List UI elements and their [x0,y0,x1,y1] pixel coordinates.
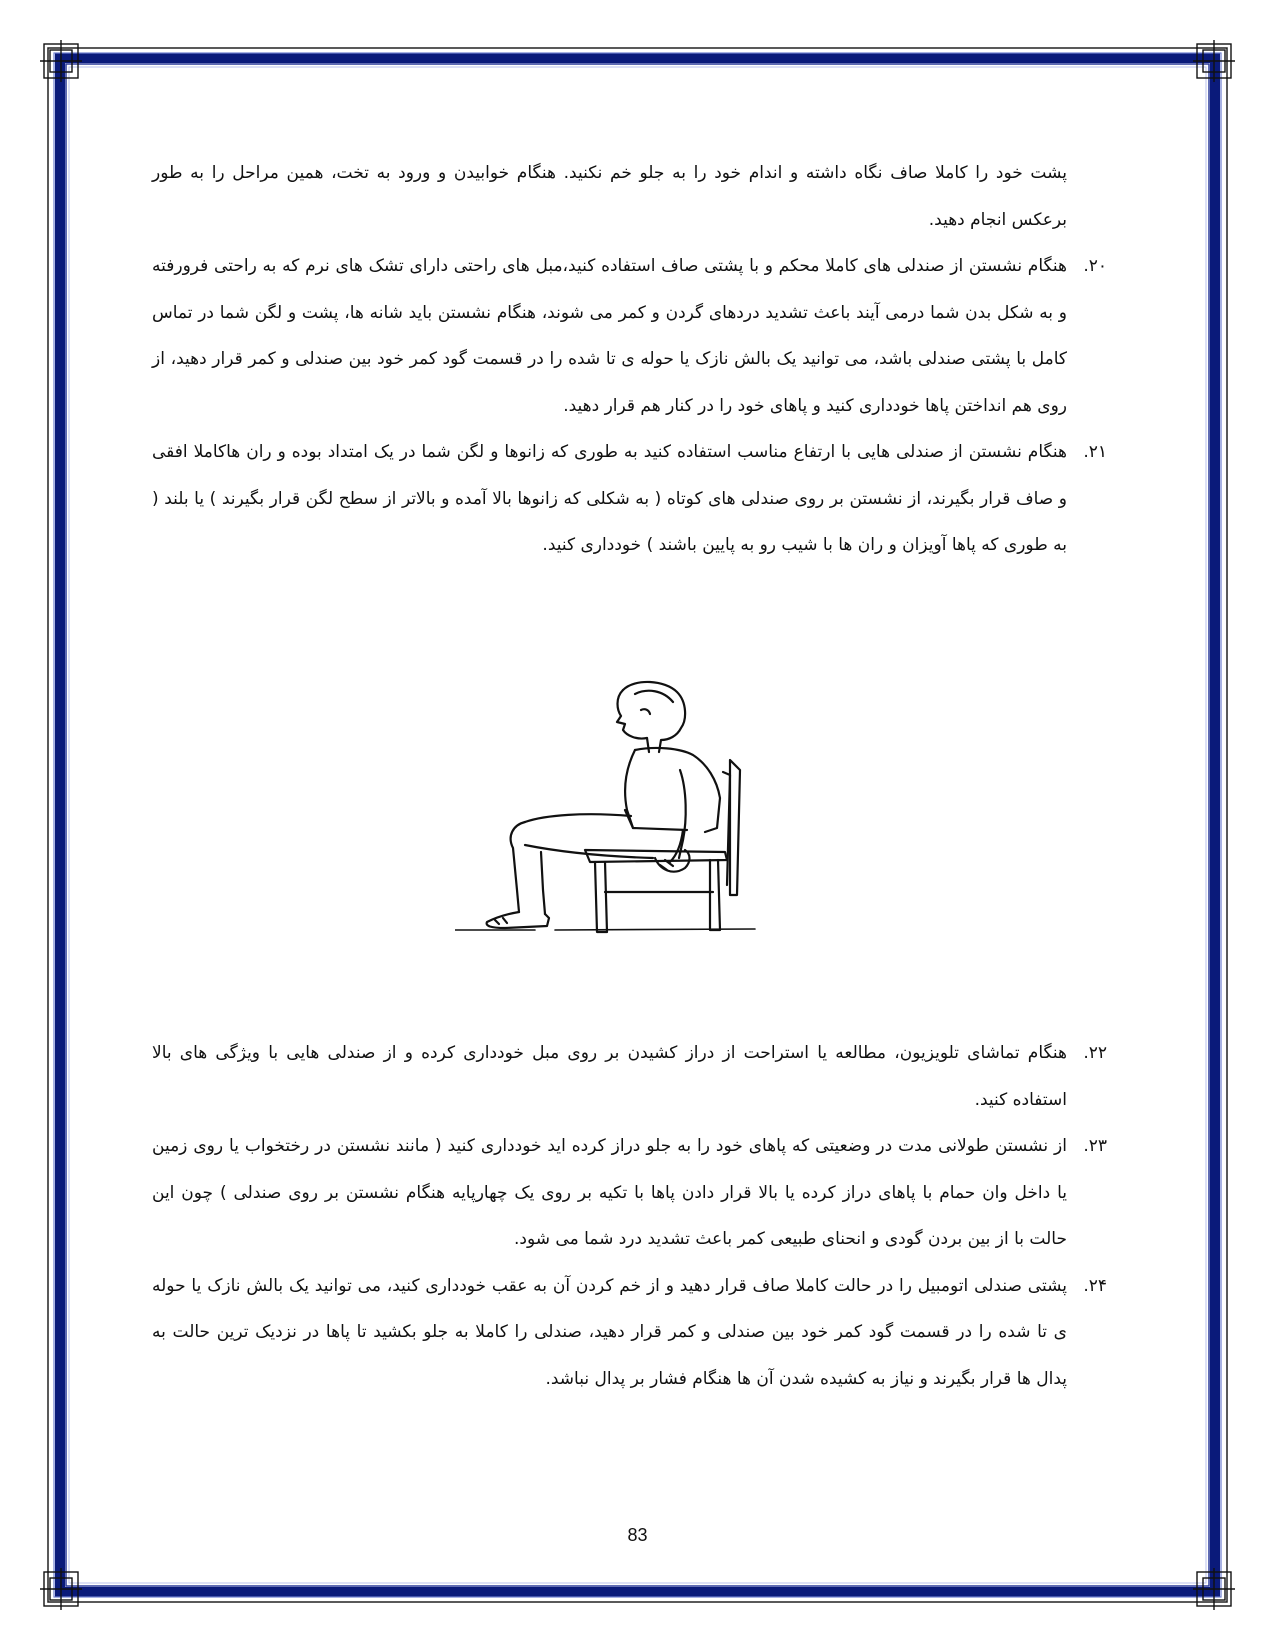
list-item-23 [152,1123,1107,1263]
list-number: ۲۴. [1083,1275,1107,1296]
corner-ornament-top-right [1193,40,1235,82]
corner-ornament-bottom-right [1193,1568,1235,1610]
seated-person-illustration [455,680,785,990]
corner-ornament-top-left [40,40,82,82]
paragraph-text: پشتی صندلی اتومبیل را در حالت کاملا صاف قرار دهید و از خم کردن آن به عقب خودداری کنید، می توانید یک بالش نازک یا حوله ی تا شده را در قسمت گود کمر خود بین صندلی و کمر قرار دهید، صندلی را کاملا به جلو بکشید تا پاها در نزدیک ترین حالت به پدال ها قرار بگیرند و نیاز به کشیده شدن آن ها هنگام فشار بر پدال نباشد. [152,1275,1067,1389]
page-number: 83 [627,1525,648,1545]
paragraph-continuation [152,150,1067,243]
list-item-21 [152,429,1107,569]
paragraph-text: هنگام نشستن از صندلی های کاملا محکم و با پشتی صاف استفاده کنید،مبل های راحتی دارای تشک های نرم که به راحتی فرورفته و به شکل بدن شما درمی آیند باعث تشدید دردهای گردن و کمر می شوند، هنگام نشستن باید شانه ها، پشت و لگن شما در تماس کامل با پشتی صندلی باشد، می توانید یک بالش نازک یا حوله ی تا شده را در قسمت گود کمر خود بین صندلی و کمر قرار دهید، از روی هم انداختن پاها خودداری کنید و پاهای خود را در کنار هم قرار دهید. [152,256,1067,416]
list-item-20 [152,243,1107,429]
paragraph-text: هنگام نشستن از صندلی هایی با ارتفاع مناسب استفاده کنید به طوری که زانوها و لگن شما در یک امتداد بوده و ران هاکاملا افقی و صاف قرار بگیرند، از نشستن بر روی صندلی های کوتاه ( به شکلی که زانوها بالا آمده و بالاتر از سطح لگن قرار بگیرند ) یا بلند ( به طوری که پاها آویزان و ران ها با شیب رو به پایین باشند ) خودداری کنید. [152,442,1067,555]
paragraph-text: پشت خود را کاملا صاف نگاه داشته و اندام خود را به جلو خم نکنید. هنگام خوابیدن و ورود به تخت، همین مراحل را به طور برعکس انجام دهید. [152,163,1067,230]
list-item-22 [152,1030,1107,1123]
text-block-bottom [152,1030,1107,1402]
list-number: ۲۱. [1083,442,1107,462]
list-number: ۲۲. [1083,1043,1107,1063]
text-block-top [152,150,1107,569]
list-item-24 [152,1263,1107,1403]
list-number: ۲۰. [1083,256,1107,276]
seated-person-on-chair-icon [455,680,785,990]
corner-ornament-bottom-left [40,1568,82,1610]
list-number: ۲۳. [1083,1136,1107,1156]
paragraph-text: هنگام تماشای تلویزیون، مطالعه یا استراحت از دراز کشیدن بر روی مبل خودداری کرده و از صندلی هایی با ویژگی های بالا استفاده کنید. [152,1043,1067,1110]
paragraph-text: از نشستن طولانی مدت در وضعیتی که پاهای خود را به جلو دراز کرده اید خودداری کنید ( مانند نشستن در رختخواب یا روی زمین یا داخل وان حمام با پاهای دراز کرده یا بالا قرار دادن پاها با تکیه بر روی یک چهارپایه هنگام نشستن بر روی صندلی ) چون این حالت با از بین بردن گودی و انحنای طبیعی کمر باعث تشدید درد شما می شود. [152,1136,1067,1249]
